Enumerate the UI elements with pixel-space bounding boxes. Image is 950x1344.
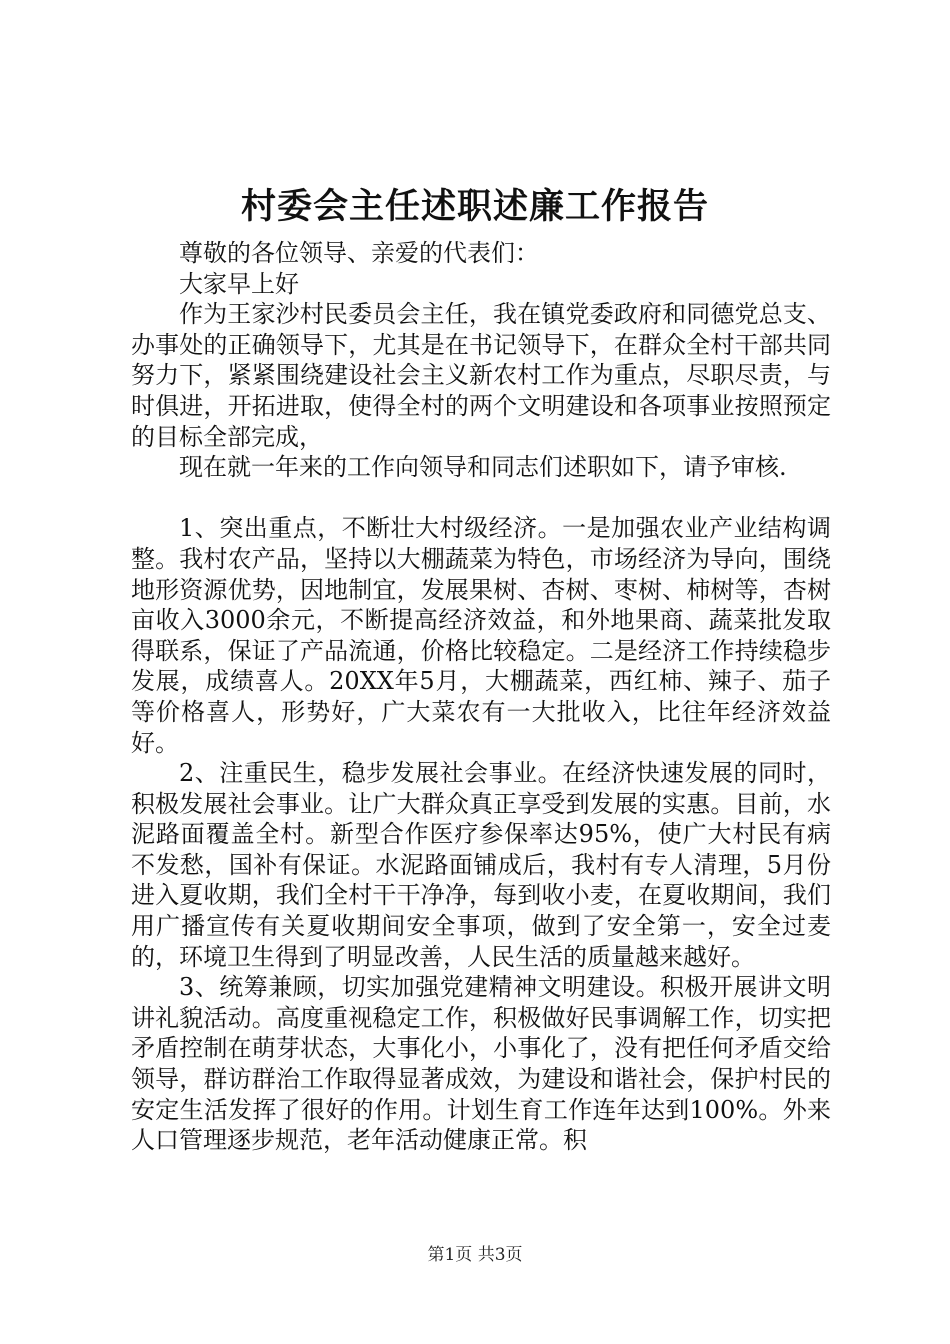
report-lead-paragraph: 现在就一年来的工作向领导和同志们述职如下，请予审核. [179, 453, 787, 482]
livelihood-paragraph: 2、注重民生，稳步发展社会事业。在经济快速发展的同时，积极发展社会事业。让广大群众真正享受到发展的实惠。目前，水泥路面覆盖全村。新型合作医疗参保率达95%，使广大村民有病不发愁，国补有保证。水泥路面铺成后，我村有专人清理，5月份进入夏收期，我们全村干干净净，每到收小麦，在夏收期间，我们用广播宣传有关夏收期间安全事项，做到了安全第一，安全过麦的，环境卫生得到了明显改善，人民生活的质量越来越好。 [131, 759, 831, 971]
economy-paragraph: 1、突出重点，不断壮大村级经济。一是加强农业产业结构调整。我村农产品，坚持以大棚蔬菜为特色，市场经济为导向，围绕地形资源优势，因地制宜，发展果树、杏树、枣树、柿树等，杏树亩收入3000余元，不断提高经济效益，和外地果商、蔬菜批发取得联系，保证了产品流通，价格比较稳定。二是经济工作持续稳步发展，成绩喜人。20XX年5月，大棚蔬菜，西红柿、辣子、茄子等价格喜人，形势好，广大菜农有一大批收入，比往年经济效益好。 [131, 514, 831, 757]
party-building-paragraph: 3、统筹兼顾，切实加强党建精神文明建设。积极开展讲文明讲礼貌活动。高度重视稳定工作，积极做好民事调解工作，切实把矛盾控制在萌芽状态，大事化小，小事化了，没有把任何矛盾交给领导，群访群治工作取得显著成效，为建设和谐社会，保护村民的安定生活发挥了很好的作用。计划生育工作连年达到100%。外来人口管理逐步规范，老年活动健康正常。积 [131, 973, 831, 1155]
salutation: 尊敬的各位领导、亲爱的代表们： [179, 239, 539, 267]
intro-paragraph: 作为王家沙村民委员会主任，我在镇党委政府和同德党总支、办事处的正确领导下，尤其是在书记领导下，在群众全村干部共同努力下，紧紧围绕建设社会主义新农村工作为重点，尽职尽责，与时俱进，开拓进取，使得全村的两个文明建设和各项事业按照预定的目标全部完成， [131, 300, 831, 451]
page-number-footer: 第1页 共3页 [427, 1245, 523, 1265]
document-title: 村委会主任述职述廉工作报告 [240, 186, 709, 227]
document-body [131, 238, 831, 1156]
greeting: 大家早上好 [179, 269, 299, 298]
